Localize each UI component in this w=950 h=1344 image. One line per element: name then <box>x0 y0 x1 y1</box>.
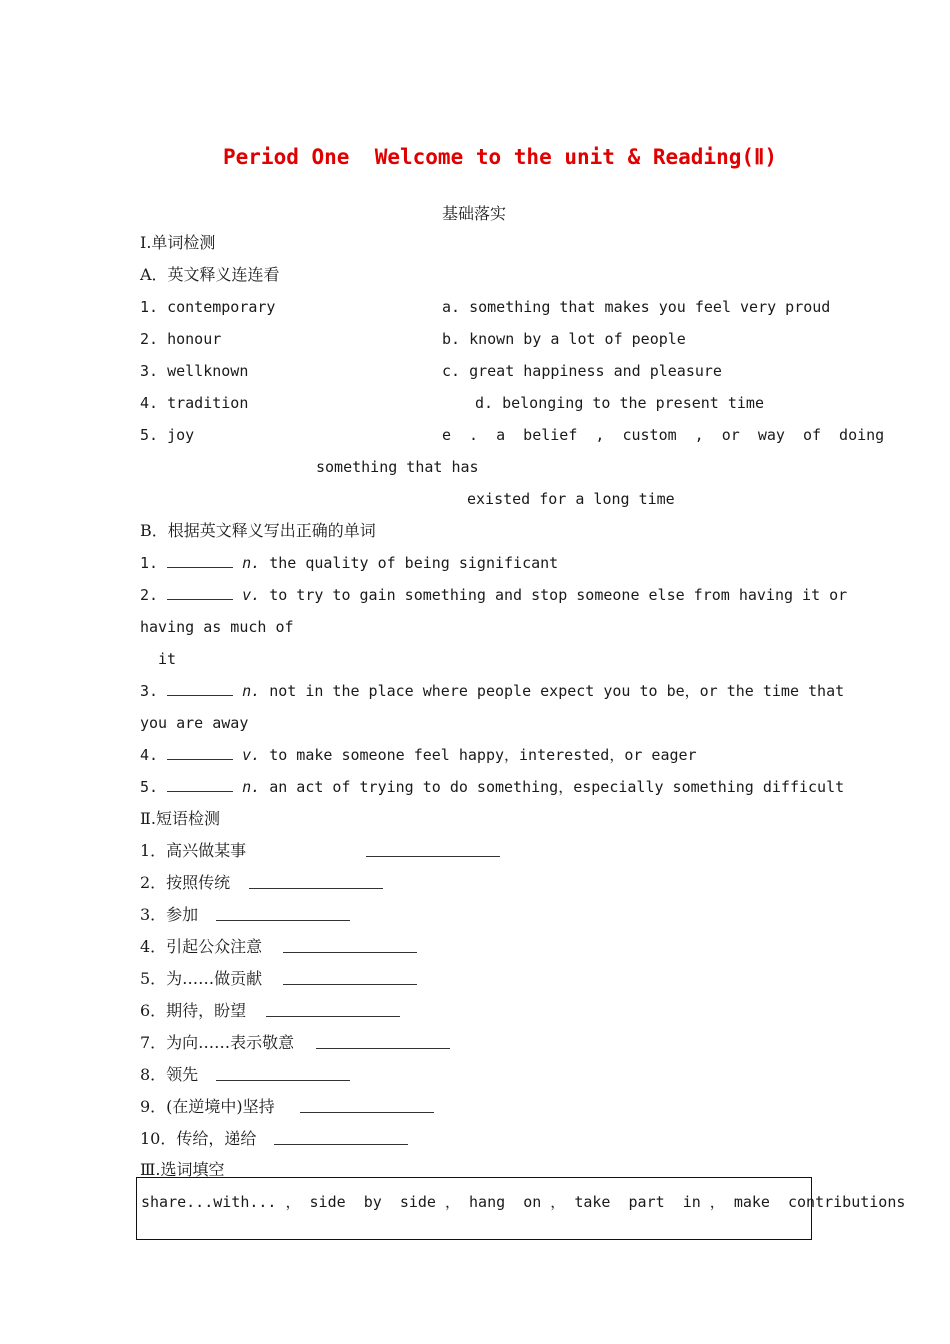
partB-heading: B．根据英文释义写出正确的单词 <box>140 521 376 540</box>
phrase-item-1: 1．高兴做某事 <box>140 841 247 860</box>
partB-item-2 <box>140 585 847 605</box>
definition: to make someone feel happy，interested，or eager <box>269 746 697 764</box>
part-of-speech: n. <box>242 554 261 572</box>
item-number: 2. <box>140 586 159 604</box>
right-item-e-cont2: existed for a long time <box>467 490 675 508</box>
phrase-item-8: 8．领先 <box>140 1065 199 1084</box>
left-item-2: 2. honour <box>140 330 222 348</box>
phrase-item-9: 9．(在逆境中)坚持 <box>140 1097 275 1116</box>
phrase-item-2: 2．按照传统 <box>140 873 231 892</box>
phrase-blank-7[interactable] <box>316 1048 450 1049</box>
right-item-e: e . a belief , custom , or way of doing <box>442 426 885 444</box>
section-subtitle: 基础落实 <box>442 204 507 223</box>
partB-item-2-cont2: it <box>158 650 177 668</box>
phrase-item-3: 3．参加 <box>140 905 199 924</box>
phrase-blank-2[interactable] <box>249 888 383 889</box>
right-item-e-cont1: something that has <box>316 458 479 476</box>
definition: an act of trying to do something，especially something difficult <box>269 778 845 796</box>
left-item-4: 4. tradition <box>140 394 249 412</box>
part-of-speech: n. <box>242 682 261 700</box>
item-number: 3. <box>140 682 159 700</box>
section1-heading: Ⅰ.单词检测 <box>140 233 216 252</box>
word-bank-box <box>136 1177 906 1240</box>
item-number: 5. <box>140 778 159 796</box>
phrase-item-5: 5．为……做贡献 <box>140 969 263 988</box>
page-title: Period One Welcome to the unit & Reading(Ⅱ) <box>223 145 777 169</box>
partB-item-2-cont: having as much of <box>140 618 294 636</box>
phrase-item-7: 7．为向……表示敬意 <box>140 1033 295 1052</box>
phrase-item-10: 10．传给，递给 <box>140 1129 257 1148</box>
item-number: 1. <box>140 554 159 572</box>
partB-item-1 <box>140 553 558 573</box>
phrase-blank-6[interactable] <box>266 1016 400 1017</box>
phrase-blank-10[interactable] <box>274 1144 408 1145</box>
phrase-blank-3[interactable] <box>216 920 350 921</box>
right-item-b: b. known by a lot of people <box>442 330 686 348</box>
answer-blank[interactable] <box>167 585 233 600</box>
answer-blank[interactable] <box>167 681 233 696</box>
phrase-blank-4[interactable] <box>283 952 417 953</box>
part-of-speech: v. <box>242 746 261 764</box>
right-item-c: c. great happiness and pleasure <box>442 362 722 380</box>
definition: the quality of being significant <box>269 554 559 572</box>
part-of-speech: n. <box>242 778 261 796</box>
right-item-a: a. something that makes you feel very proud <box>442 298 831 316</box>
partB-item-3 <box>140 681 844 701</box>
phrase-blank-9[interactable] <box>300 1112 434 1113</box>
part-of-speech: v. <box>242 586 261 604</box>
definition: to try to gain something and stop someone else from having it or <box>269 586 848 604</box>
phrase-blank-5[interactable] <box>283 984 417 985</box>
answer-blank[interactable] <box>167 745 233 760</box>
partB-item-4 <box>140 745 697 765</box>
answer-blank[interactable] <box>167 777 233 792</box>
phrase-item-4: 4．引起公众注意 <box>140 937 263 956</box>
definition: not in the place where people expect you to be，or the time that <box>269 682 845 700</box>
item-number: 4. <box>140 746 159 764</box>
left-item-1: 1. contemporary <box>140 298 276 316</box>
partB-item-3-cont: you are away <box>140 714 249 732</box>
section2-heading: Ⅱ.短语检测 <box>140 809 220 828</box>
section3-heading: Ⅲ.选词填空 <box>140 1160 225 1179</box>
left-item-5: 5. joy <box>140 426 195 444</box>
phrase-item-6: 6．期待，盼望 <box>140 1001 247 1020</box>
phrase-blank-8[interactable] <box>216 1080 350 1081</box>
right-item-d: d. belonging to the present time <box>475 394 764 412</box>
left-item-3: 3. wellknown <box>140 362 249 380</box>
answer-blank[interactable] <box>167 553 233 568</box>
word-bank-text: share...with... ， side by side ， hang on ， take part in ， make contributions <box>141 1193 906 1211</box>
partB-item-5 <box>140 777 844 797</box>
phrase-blank-1[interactable] <box>366 856 500 857</box>
partA-heading: A．英文释义连连看 <box>140 265 280 284</box>
